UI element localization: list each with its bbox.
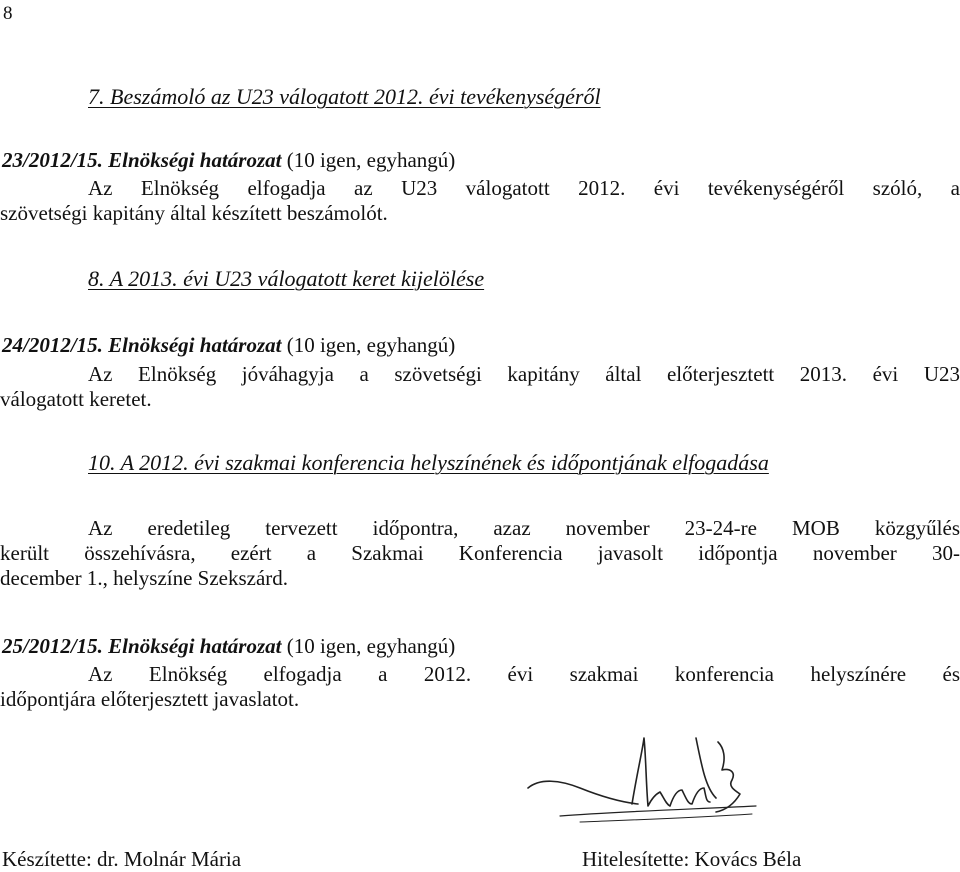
prepared-by: Készítette: dr. Molnár Mária (2, 847, 242, 871)
resolution-24-line (2, 333, 455, 358)
page-number: 8 (3, 3, 13, 24)
text-line: időpontjára előterjesztett javaslatot. (0, 687, 300, 711)
resolution-code: 23/2012/15. (2, 148, 103, 172)
text-line: szövetségi kapitány által készített beszámolót. (0, 201, 388, 225)
resolution-23-line (2, 148, 455, 173)
resolution-code: 24/2012/15. (2, 333, 103, 357)
text-line: Az Elnökség elfogadja az U23 válogatott 2012. évi tevékenységéről szóló, a (88, 176, 960, 200)
resolution-vote: (10 igen, egyhangú) (286, 634, 456, 658)
text-line: Az eredetileg tervezett időpontra, azaz november 23-24-re MOB közgyűlés (88, 516, 960, 540)
resolution-title: Elnökségi határozat (108, 148, 282, 172)
section-7-heading: 7. Beszámoló az U23 válogatott 2012. évi tevékenységéről (88, 84, 601, 109)
resolution-title: Elnökségi határozat (108, 333, 282, 357)
resolution-25-line (2, 634, 455, 659)
resolution-vote: (10 igen, egyhangú) (286, 148, 456, 172)
text-line: december 1., helyszíne Szekszárd. (0, 566, 289, 590)
resolution-24-text (0, 362, 960, 412)
resolution-vote: (10 igen, egyhangú) (286, 333, 456, 357)
resolution-25-text (0, 662, 960, 712)
handwritten-signature (520, 728, 770, 858)
resolution-title: Elnökségi határozat (108, 634, 282, 658)
signature-drawing (520, 728, 770, 858)
section-10-intro (0, 516, 960, 591)
text-line: Az Elnökség elfogadja a 2012. évi szakmai konferencia helyszínére és (88, 662, 960, 686)
section-8-heading: 8. A 2013. évi U23 válogatott keret kijelölése (88, 266, 485, 291)
resolution-23-text (0, 176, 960, 226)
text-line: válogatott keretet. (0, 387, 152, 411)
text-line: került összehívásra, ezért a Szakmai Konferencia javasolt időpontja november 30- (0, 541, 960, 565)
resolution-code: 25/2012/15. (2, 634, 103, 658)
section-10-heading: 10. A 2012. évi szakmai konferencia helyszínének és időpontjának elfogadása (88, 450, 769, 475)
text-line: Az Elnökség jóváhagyja a szövetségi kapitány által előterjesztett 2013. évi U23 (88, 362, 960, 386)
certified-by: Hitelesítette: Kovács Béla (582, 847, 802, 871)
